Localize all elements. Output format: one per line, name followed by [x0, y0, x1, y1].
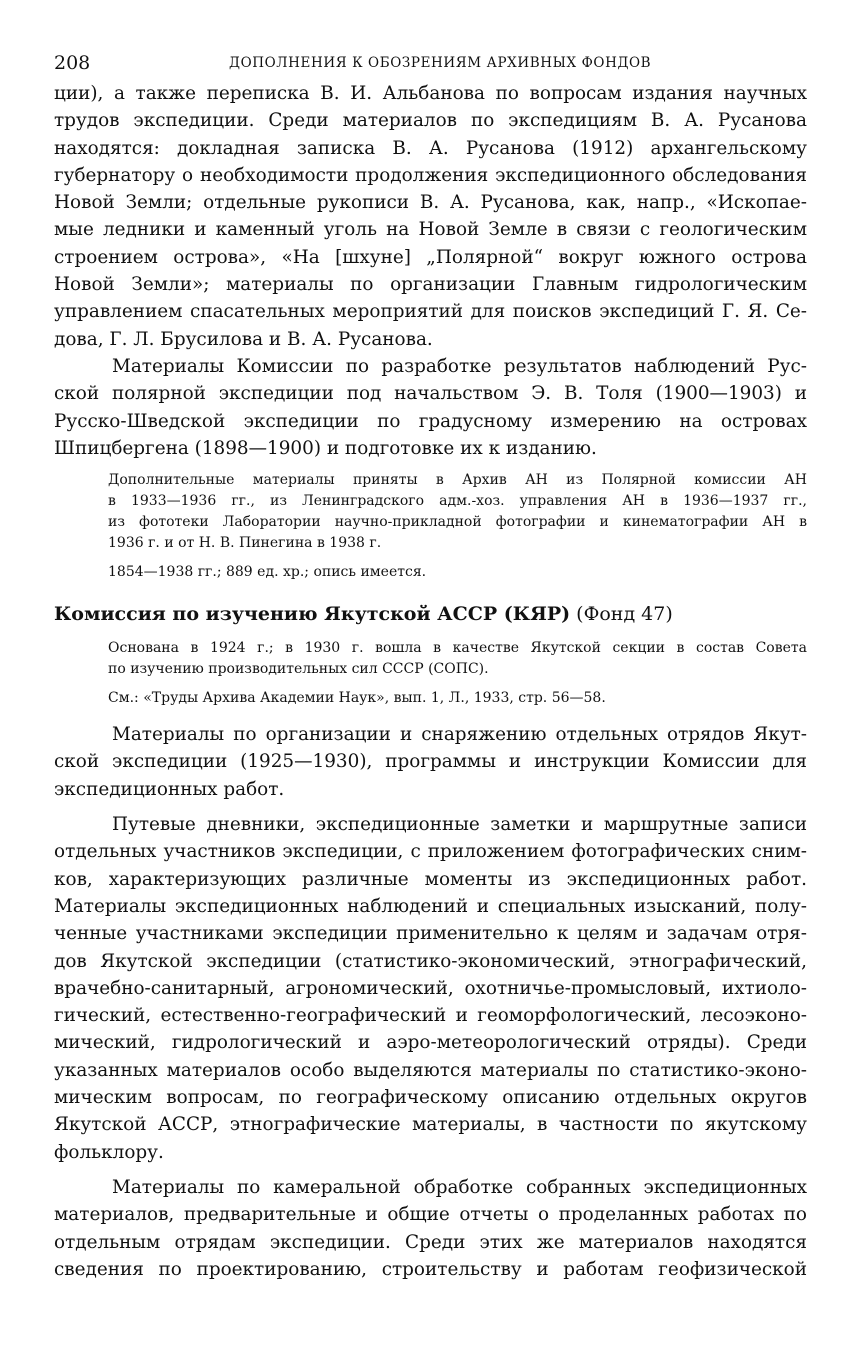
- text-line: 1854—1938 гг.; 889 ед. хр.; опись имеется.: [108, 564, 427, 581]
- text-line: в 1933—1936 гг., из Ленинградского адм.-хоз. управления АН в 1936—1937 гг.,: [108, 493, 807, 510]
- text-line: находятся: докладная записка В. А. Русанова (1912) архангельскому: [54, 137, 807, 159]
- page-header: [54, 46, 807, 80]
- text-line: материалов, предварительные и общие отчеты о проделанных работах по: [54, 1204, 807, 1226]
- text-line: мический, гидрологический и аэро-метеорологический отряды). Среди: [54, 1032, 807, 1054]
- text-line: ков, характеризующих различные моменты из экспедиционных работ.: [54, 868, 807, 890]
- text-line: Материалы экспедиционных наблюдений и специальных изысканий, полу-: [54, 895, 807, 917]
- text-line: ской экспедиции (1925—1930), программы и инструкции Комиссии для: [54, 751, 807, 773]
- text-line: Основана в 1924 г.; в 1930 г. вошла в качестве Якутской секции в состав Совета: [108, 640, 807, 657]
- text-line: отдельных участников экспедиции, с приложением фотографических сним-: [54, 841, 807, 863]
- text-line: Материалы Комиссии по разработке результатов наблюдений Рус-: [112, 355, 807, 377]
- text-line: Новой Земли; отдельные рукописи В. А. Русанова, как, напр., «Ископае-: [54, 192, 807, 214]
- text-line: Путевые дневники, экспедиционные заметки и маршрутные записи: [112, 814, 807, 836]
- text-line: Новой Земли»; материалы по организации Главным гидрологическим: [54, 274, 807, 296]
- text-line: трудов экспедиции. Среди материалов по экспедициям В. А. Русанова: [54, 110, 807, 132]
- section-heading-fond: (Фонд 47): [576, 603, 673, 626]
- text-line: гический, естественно-географический и геоморфологический, лесоэконо-: [54, 1005, 807, 1027]
- paragraph-1: [54, 80, 807, 353]
- text-line: экспедиционных работ.: [54, 778, 285, 800]
- text-line: мическим вопросам, по географическому описанию отдельных округов: [54, 1087, 807, 1109]
- text-line: ской полярной экспедиции под начальством Э. В. Толя (1900—1903) и: [54, 383, 807, 405]
- text-line: врачебно-санитарный, агрономический, охотничье-промысловый, ихтиоло-: [54, 977, 807, 999]
- paragraph-3: [54, 721, 807, 803]
- text-line: из фототеки Лаборатории научно-прикладной фотографии и кинематографии АН в: [108, 514, 807, 531]
- page-number: 208: [54, 52, 91, 74]
- text-line: Якутской АССР, этнографические материалы, в частности по якутскому: [54, 1114, 807, 1136]
- text-line: Материалы по камеральной обработке собранных экспедиционных: [112, 1176, 807, 1198]
- text-line: Материалы по организации и снаряжению отдельных отрядов Якут-: [112, 724, 807, 746]
- text-line: губернатору о необходимости продолжения экспедиционного обследования: [54, 164, 807, 186]
- note-additional-materials: [54, 470, 807, 554]
- text-line: См.: «Труды Архива Академии Наук», вып. 1, Л., 1933, стр. 56—58.: [108, 690, 606, 707]
- text-line: Дополнительные материалы приняты в Архив АН из Полярной комиссии АН: [108, 472, 807, 489]
- section-heading: [54, 601, 807, 628]
- section-heading-name: Комиссия по изучению Якутской АССР (КЯР): [54, 603, 571, 626]
- running-title: ДОПОЛНЕНИЯ К ОБОЗРЕНИЯМ АРХИВНЫХ ФОНДОВ: [229, 55, 652, 71]
- note-founded: [54, 638, 807, 680]
- text-line: мые ледники и каменный уголь на Новой Земле в связи с геологическим: [54, 219, 807, 241]
- note-holdings: [54, 562, 807, 583]
- text-line: отдельным отрядам экспедиции. Среди этих же материалов находятся: [54, 1231, 807, 1253]
- text-line: по изучению производительных сил СССР (СОПС).: [108, 661, 489, 678]
- paragraph-2: [54, 353, 807, 462]
- text-line: Русско-Шведской экспедиции по градусному измерению на островах: [54, 410, 807, 432]
- text-line: управлением спасательных мероприятий для поисков экспедиций Г. Я. Се-: [54, 301, 807, 323]
- text-line: указанных материалов особо выделяются материалы по статистико-эконо-: [54, 1059, 807, 1081]
- text-line: Шпицбергена (1898—1900) и подготовке их к изданию.: [54, 437, 597, 459]
- text-line: ции), а также переписка В. И. Альбанова по вопросам издания научных: [54, 83, 807, 104]
- paragraph-4: [54, 811, 807, 1166]
- text-line: фольклору.: [54, 1141, 164, 1163]
- note-reference: [54, 688, 807, 709]
- text-line: 1936 г. и от Н. В. Пинегина в 1938 г.: [108, 535, 382, 552]
- text-line: сведения по проектированию, строительству и работам геофизической: [54, 1258, 807, 1280]
- text-line: дов Якутской экспедиции (статистико-экономический, этнографический,: [54, 950, 807, 972]
- text-line: строением острова», «На [шхуне] „Полярной“ вокруг южного острова: [54, 246, 807, 268]
- text-line: ченные участниками экспедиции применительно к целям и задачам отря-: [54, 923, 807, 945]
- paragraph-5: [54, 1174, 807, 1283]
- text-line: дова, Г. Л. Брусилова и В. А. Русанова.: [54, 328, 433, 350]
